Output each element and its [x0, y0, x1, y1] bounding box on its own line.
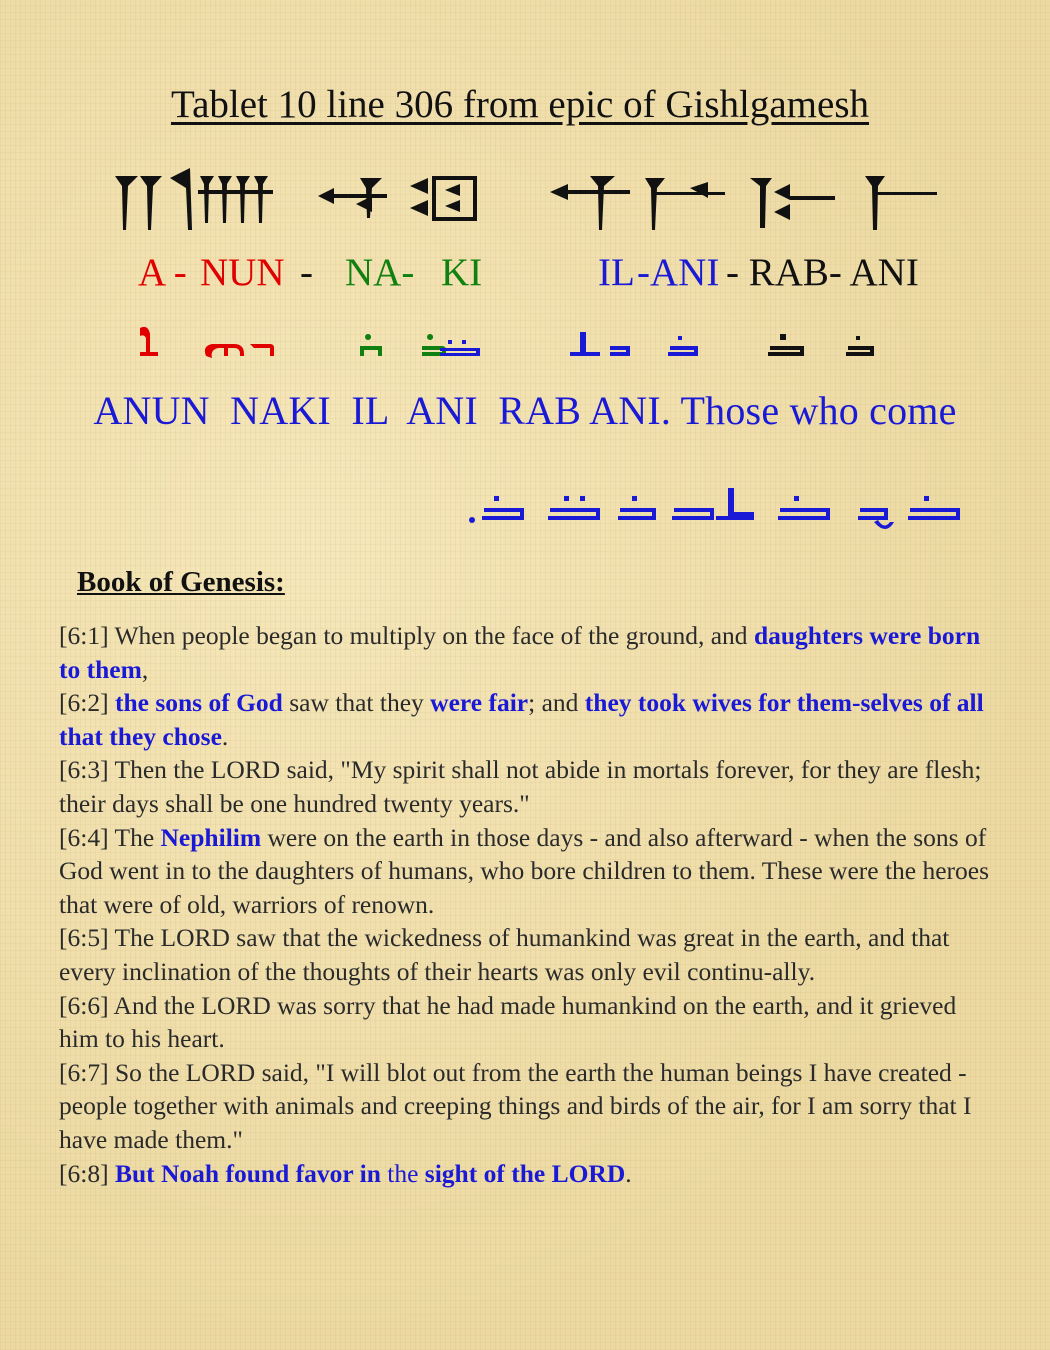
- verse-text: When people began to multiply on the face of the ground, and: [108, 621, 754, 650]
- verse-text: the: [380, 1158, 425, 1188]
- verse-reference: [6:6]: [59, 990, 109, 1020]
- book-of-genesis-heading: Book of Genesis:: [77, 566, 285, 598]
- verse: [59, 921, 999, 988]
- verse-highlight: the sons of God: [114, 688, 283, 718]
- verse-highlight: daughters were born to them: [59, 621, 981, 684]
- verse-reference: [6:4]: [59, 822, 109, 852]
- verse-text: ; and: [528, 688, 585, 718]
- page-title: Tablet 10 line 306 from epic of Gishlgamesh: [170, 83, 870, 126]
- verse: [59, 989, 999, 1056]
- verse-reference: [6:7]: [59, 1057, 109, 1087]
- verse-text: So the LORD said, "I will blot out from the earth the human beings I have created - people together with animals and creeping things and birds of the air, for I am sorry that I have made them.": [59, 1057, 972, 1154]
- verse-text: were on the earth in those days - and also afterward - when the sons of God went in to the daughters of humans, who bore children to them. These were the heroes that were of old, warriors of renown.: [59, 822, 990, 919]
- verse-text: Then the LORD said, "My spirit shall not abide in mortals forever, for they are flesh; their days shall be one hundred twenty years.": [59, 755, 982, 818]
- verse: [59, 821, 999, 922]
- translit-ki: KI: [441, 251, 483, 294]
- verse-text: And the LORD was sorry that he had made humankind on the earth, and it grieved him to his heart.: [59, 990, 957, 1054]
- verse: [59, 753, 999, 820]
- translit-il: IL: [598, 251, 635, 294]
- translit-rab-ani: - RAB- ANI: [726, 251, 919, 294]
- verse-text: .: [625, 1158, 632, 1188]
- english-transliteration-line: ANUN NAKI IL ANI RAB ANI. Those who come: [93, 388, 957, 433]
- verse: [59, 1056, 999, 1157]
- translit-ani: -ANI: [637, 251, 720, 294]
- verse-reference: [6:3]: [59, 755, 109, 785]
- verse-highlight: were fair: [430, 688, 529, 718]
- verse-text: saw that they: [282, 688, 431, 718]
- genesis-verses: [59, 619, 999, 1190]
- translit-nun: NUN: [200, 251, 285, 294]
- verse-highlight: sight of the LORD: [424, 1158, 626, 1188]
- syriac-translation-image: [460, 478, 970, 533]
- verse-highlight: Nephilim: [160, 822, 262, 852]
- syriac-line-image: [130, 318, 930, 368]
- cuneiform-line-image: [110, 168, 950, 238]
- translit-na: NA-: [345, 251, 415, 294]
- verse-text: .: [221, 721, 229, 751]
- verse-text: ,: [141, 654, 149, 684]
- verse: [59, 686, 999, 753]
- transliteration-line: [0, 250, 1050, 300]
- verse-reference: [6:8]: [59, 1158, 109, 1188]
- verse-highlight: they took wives for them-selves of all that they chose: [59, 688, 984, 751]
- verse-highlight: But Noah found favor in: [114, 1158, 381, 1188]
- translit-a: A -: [138, 251, 187, 294]
- verse-text: The LORD saw that the wickedness of humankind was great in the earth, and that every inclination of the thoughts of their hearts was only evil continu-ally.: [59, 923, 950, 986]
- verse: [59, 619, 999, 686]
- verse-text: The: [108, 822, 161, 852]
- verse-reference: [6:2]: [59, 688, 109, 718]
- verse-reference: [6:1]: [59, 621, 109, 650]
- verse-reference: [6:5]: [59, 923, 109, 953]
- translit-dash: -: [300, 251, 313, 294]
- verse: [59, 1157, 999, 1191]
